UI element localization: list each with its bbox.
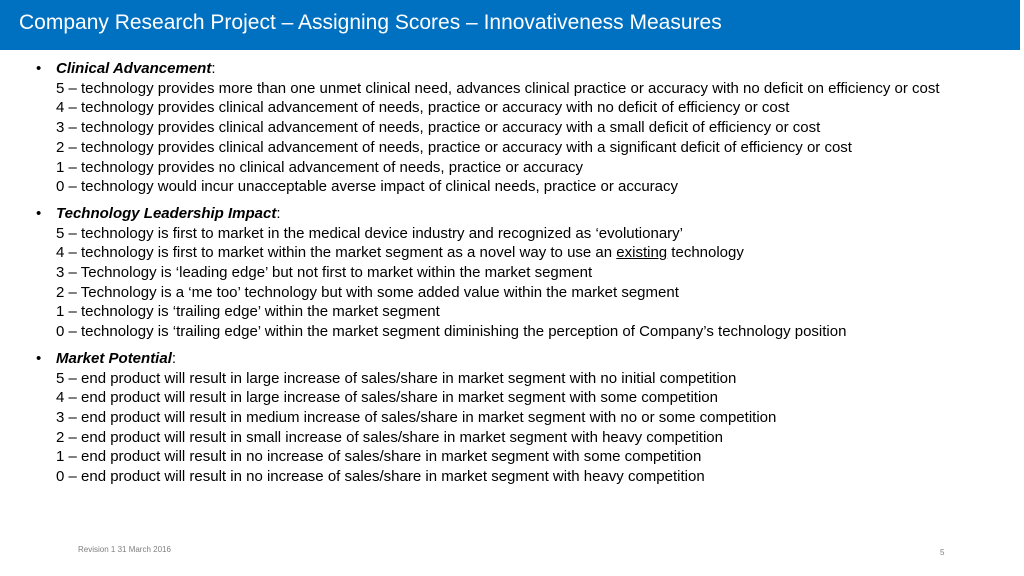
score-line: 1 – technology provides no clinical advancement of needs, practice or accuracy [56,158,583,176]
slide-content [36,59,996,494]
score-line: 0 – technology would incur unacceptable averse impact of clinical needs, practice or accuracy [56,178,679,196]
score-line-text: technology [667,244,744,262]
section-market-potential [36,349,996,487]
score-line: 2 – Technology is a ‘me too’ technology but with some added value within the market segment [56,283,679,301]
section-heading: Technology Leadership Impact [56,204,277,222]
page-number: 5 [940,548,945,557]
score-line: 4 – technology provides clinical advancement of needs, practice or accuracy with no deficit of efficiency or cost [56,99,790,117]
section-heading: Clinical Advancement [56,60,212,77]
slide-title: Company Research Project – Assigning Scores – Innovativeness Measures [19,11,722,34]
score-line: 3 – Technology is ‘leading edge’ but not first to market within the market segment [56,264,593,282]
bullet-icon: • [36,349,42,367]
score-line [56,243,996,263]
score-line: 4 – end product will result in large increase of sales/share in market segment with some competition [56,389,718,407]
score-line: 2 – technology provides clinical advancement of needs, practice or accuracy with a significant deficit of efficiency or cost [56,138,852,156]
score-line: 0 – end product will result in no increase of sales/share in market segment with heavy competition [56,468,705,486]
score-line: 0 – technology is ‘trailing edge’ within the market segment diminishing the perception of Company’s technology position [56,323,847,341]
bullet-icon: • [36,60,42,77]
heading-colon: : [276,204,281,222]
score-line: 3 – technology provides clinical advancement of needs, practice or accuracy with a small deficit of efficiency or cost [56,119,821,137]
section-technology-leadership-impact [36,204,996,342]
section-heading: Market Potential [56,349,172,367]
heading-colon: : [211,60,216,77]
title-bar [0,0,1020,50]
score-line: 1 – end product will result in no increase of sales/share in market segment with some competition [56,448,702,466]
section-clinical-advancement [36,59,996,197]
score-line: 3 – end product will result in medium increase of sales/share in market segment with no or some competition [56,408,777,426]
footer-revision: Revision 1 31 March 2016 [78,545,171,554]
score-line: 1 – technology is ‘trailing edge’ within the market segment [56,303,440,321]
score-line: 5 – end product will result in large increase of sales/share in market segment with no initial competition [56,369,737,387]
score-line-text: 4 – technology is first to market within the market segment as a novel way to use an [56,244,617,262]
bullet-icon: • [36,204,42,222]
score-line: 5 – technology is first to market in the medical device industry and recognized as ‘evolutionary’ [56,224,683,242]
score-line: 5 – technology provides more than one unmet clinical need, advances clinical practice or accuracy with no deficit on efficiency or cost [56,79,940,97]
underlined-word: existing [616,244,668,262]
score-line: 2 – end product will result in small increase of sales/share in market segment with heavy competition [56,428,723,446]
heading-colon: : [171,349,177,367]
